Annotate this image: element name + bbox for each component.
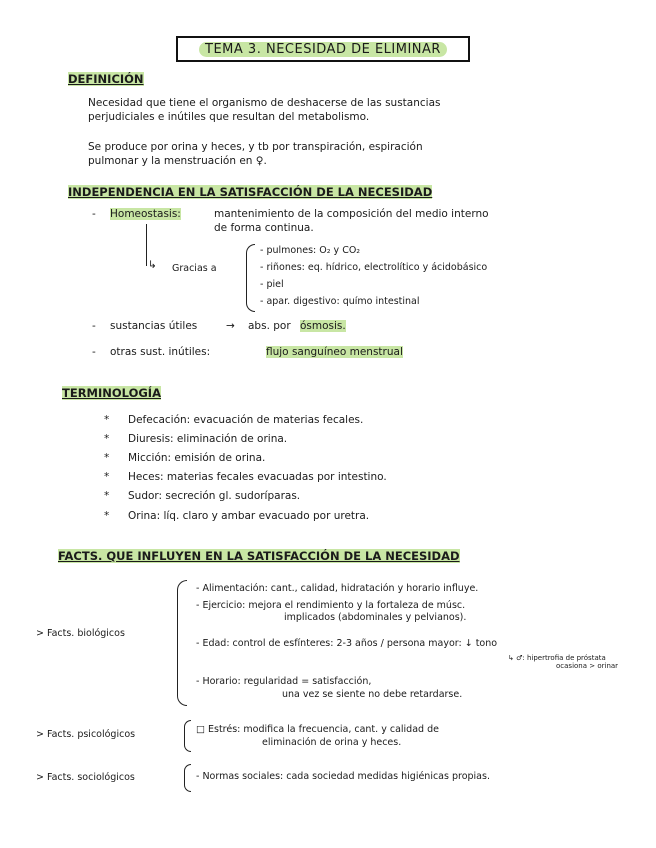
organ-item: - pulmones: O₂ y CO₂ [260, 245, 361, 256]
bio-ejercicio-line2: implicados (abdominales y pelvianos). [284, 612, 467, 623]
homeostasis-line2: de forma continua. [214, 222, 314, 234]
right-arrow-icon: → [226, 320, 235, 332]
bio-horario-line2: una vez se siente no debe retardarse. [282, 689, 463, 700]
brace [177, 580, 187, 706]
arrow-icon: ↳ [148, 259, 157, 271]
page-title-text: TEMA 3. NECESIDAD DE ELIMINAR [199, 42, 447, 57]
term-item: Orina: líq. claro y ambar evacuado por uretra. [128, 510, 370, 522]
soc-line1: - Normas sociales: cada sociedad medidas higiénicas propias. [196, 771, 490, 782]
definicion-p1-line2: perjudiciales e inútiles que resultan del metabolismo. [88, 111, 370, 123]
facts-psicologicos-label: > Facts. psicológicos [36, 729, 136, 740]
connector-line [146, 224, 147, 266]
brace [184, 720, 191, 752]
definicion-p1-line1: Necesidad que tiene el organismo de deshacerse de las sustancias [88, 97, 441, 109]
term-item: Defecación: evacuación de materias fecales. [128, 414, 364, 426]
term-item: Diuresis: eliminación de orina. [128, 433, 288, 445]
definicion-p2-line2: pulmonar y la menstruación en ♀. [88, 155, 267, 167]
dash: - [92, 346, 96, 358]
page-title [176, 36, 470, 62]
section-heading-terminologia: TERMINOLOGÍA [62, 386, 161, 400]
brace [246, 244, 255, 312]
inutil-label: otras sust. inútiles: [110, 346, 211, 358]
gracias-label: Gracias a [172, 263, 217, 274]
homeostasis-label: Homeostasis: [110, 208, 181, 220]
util-highlight: ósmosis. [300, 320, 346, 332]
term-item: Sudor: secreción gl. sudoríparas. [128, 490, 301, 502]
inutil-highlight: flujo sanguíneo menstrual [266, 346, 403, 358]
homeostasis-line1: mantenimiento de la composición del medio interno [214, 208, 489, 220]
section-heading-definicion: DEFINICIÓN [68, 72, 144, 86]
util-text: abs. por [248, 320, 291, 332]
organ-item: - riñones: eq. hídrico, electrolítico y ácidobásico [260, 262, 488, 273]
bio-edad-line1: - Edad: control de esfínteres: 2-3 años / persona mayor: ↓ tono [196, 638, 498, 649]
util-label: sustancias útiles [110, 320, 198, 332]
organ-item: - piel [260, 279, 284, 290]
bio-edad-line3: ocasiona > orinar [556, 662, 619, 670]
dash: - [92, 208, 96, 220]
term-item: Heces: materias fecales evacuadas por intestino. [128, 471, 387, 483]
organ-item: - apar. digestivo: químo intestinal [260, 296, 420, 307]
bullet-icon: * [104, 490, 110, 502]
definicion-p2-line1: Se produce por orina y heces, y tb por transpiración, espiración [88, 141, 423, 153]
bullet-icon: * [104, 414, 110, 426]
psi-line2: eliminación de orina y heces. [262, 737, 402, 748]
bio-horario-line1: - Horario: regularidad = satisfacción, [196, 676, 372, 687]
term-item: Micción: emisión de orina. [128, 452, 266, 464]
section-heading-independencia: INDEPENDENCIA EN LA SATISFACCIÓN DE LA NECESIDAD [68, 185, 433, 199]
bio-edad-line2: ↳ ♂: hipertrofia de próstata [508, 654, 606, 662]
bio-ejercicio-line1: - Ejercicio: mejora el rendimiento y la fortaleza de músc. [196, 600, 466, 611]
bullet-icon: * [104, 433, 110, 445]
brace [184, 764, 191, 792]
facts-sociologicos-label: > Facts. sociológicos [36, 772, 135, 783]
psi-line1: □ Estrés: modifica la frecuencia, cant. y calidad de [196, 724, 439, 735]
bullet-icon: * [104, 471, 110, 483]
bio-alimentacion: - Alimentación: cant., calidad, hidratación y horario influye. [196, 583, 479, 594]
bullet-icon: * [104, 452, 110, 464]
facts-biologicos-label: > Facts. biológicos [36, 628, 125, 639]
section-heading-factores: FACTS. QUE INFLUYEN EN LA SATISFACCIÓN DE LA NECESIDAD [58, 549, 460, 563]
bullet-icon: * [104, 510, 110, 522]
dash: - [92, 320, 96, 332]
